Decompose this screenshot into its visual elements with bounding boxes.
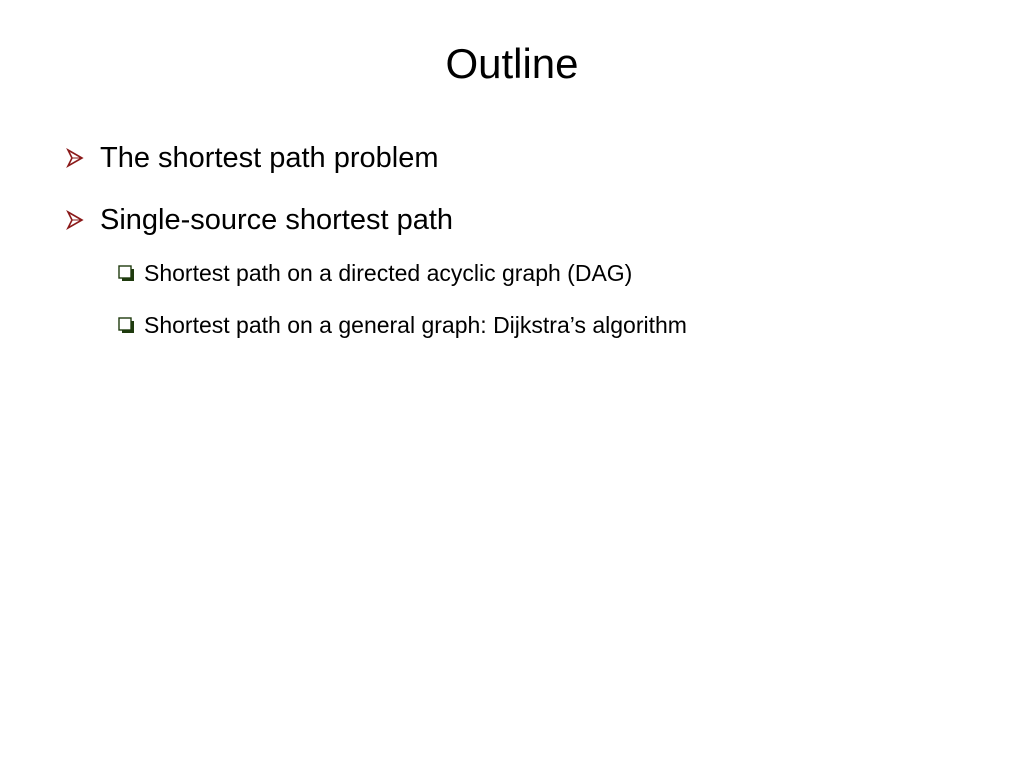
bullet-item	[64, 140, 439, 176]
checkbox-icon	[118, 265, 135, 282]
sub-bullet-item	[118, 310, 687, 340]
bullet-text: Single-source shortest path	[100, 204, 454, 236]
sub-bullet-item	[118, 258, 632, 288]
bullet-text: The shortest path problem	[100, 142, 439, 174]
arrowhead-icon	[64, 147, 86, 169]
slide-title: Outline	[445, 40, 579, 87]
arrowhead-icon	[64, 209, 86, 231]
sub-bullet-text: Shortest path on a directed acyclic graph (DAG)	[144, 260, 633, 286]
sub-bullet-text: Shortest path on a general graph: Dijkstra’s algorithm	[144, 312, 687, 338]
checkbox-icon	[118, 317, 135, 334]
bullet-item	[64, 202, 453, 238]
